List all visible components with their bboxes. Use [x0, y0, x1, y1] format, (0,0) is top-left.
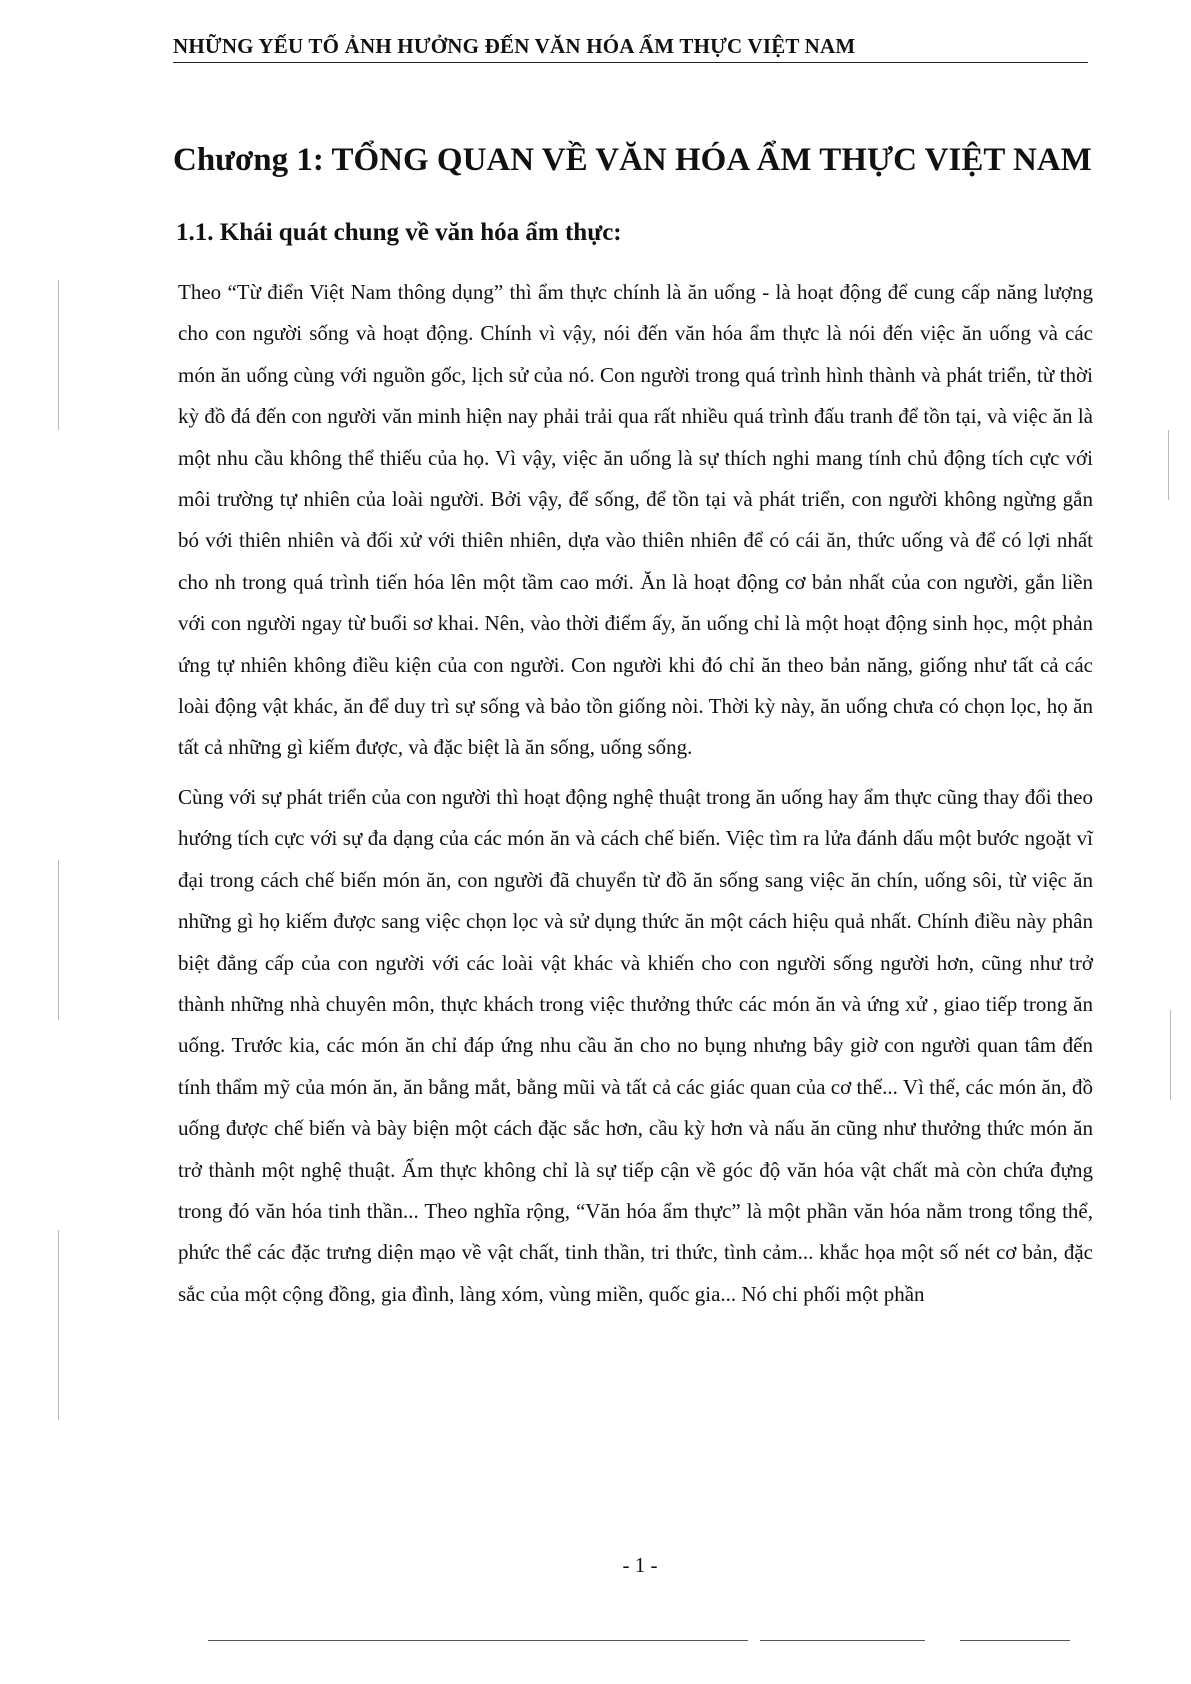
paragraph-1: Theo “Từ điển Việt Nam thông dụng” thì ẩm thực chính là ăn uống - là hoạt động để cung cấp năng lượng cho con người sống và hoạt động. Chính vì vậy, nói đến văn hóa ẩm thực là nói đến việc ăn uống và các món ăn uống cùng với nguồn gốc, lịch sử của nó. Con người trong quá trình hình thành và phát triển, từ thời kỳ đồ đá đến con người văn minh hiện nay phải trải qua rất nhiều quá trình đấu tranh để tồn tại, và việc ăn là một nhu cầu không thể thiếu của họ. Vì vậy, việc ăn uống là sự thích nghi mang tính chủ động tích cực với môi trường tự nhiên của loài người. Bởi vậy, để sống, để tồn tại và phát triển, con người không ngừng gắn bó với thiên nhiên và đối xử với thiên nhiên, dựa vào thiên nhiên để có cái ăn, thức uống và để có lợi nhất cho nh trong quá trình tiến hóa lên một tầm cao mới. Ăn là hoạt động cơ bản nhất của con người, gắn liền với con người ngay từ buổi sơ khai. Nên, vào thời điểm ấy, ăn uống chỉ là một hoạt động sinh học, một phản ứng tự nhiên không điều kiện của con người. Con người khi đó chỉ ăn theo bản năng, giống như tất cả các loài động vật khác, ăn để duy trì sự sống và bảo tồn giống nòi. Thời kỳ này, ăn uống chưa có chọn lọc, họ ăn tất cả những gì kiếm được, và đặc biệt là ăn sống, uống sống. — [178, 280, 1093, 760]
scan-margin-mark-left-1 — [58, 280, 59, 430]
footer-rule-middle — [760, 1640, 925, 1641]
scan-margin-mark-left-3 — [58, 1230, 59, 1420]
body-text — [178, 272, 1093, 1315]
chapter-title: Chương 1: TỔNG QUAN VỀ VĂN HÓA ẨM THỰC VIỆT NAM — [173, 142, 1092, 178]
scan-margin-mark-right-1 — [1168, 430, 1169, 500]
scan-margin-mark-left-2 — [58, 860, 59, 1020]
running-header: NHỮNG YẾU TỐ ẢNH HƯỞNG ĐẾN VĂN HÓA ẨM THỰC VIỆT NAM — [173, 34, 856, 58]
header-rule — [173, 62, 1088, 63]
page-number: - 1 - — [622, 1553, 658, 1577]
section-title: 1.1. Khái quát chung về văn hóa ẩm thực: — [176, 219, 622, 246]
footer-rule-right — [960, 1640, 1070, 1641]
scan-margin-mark-right-2 — [1170, 1010, 1171, 1100]
footer-rule-left — [208, 1640, 748, 1641]
paragraph-2: Cùng với sự phát triển của con người thì hoạt động nghệ thuật trong ăn uống hay ẩm thực cũng thay đổi theo hướng tích cực với sự đa dạng của các món ăn và cách chế biến. Việc tìm ra lửa đánh dấu một bước ngoặt vĩ đại trong cách chế biến món ăn, con người đã chuyển từ đồ ăn sống sang việc ăn chín, uống sôi, từ việc ăn những gì họ kiếm được sang việc chọn lọc và sử dụng thức ăn một cách hiệu quả nhất. Chính điều này phân biệt đẳng cấp của con người với các loài vật khác và khiến cho con người sống người hơn, cũng như trở thành những nhà chuyên môn, thực khách trong việc thưởng thức các món ăn và ứng xử , giao tiếp trong ăn uống. Trước kia, các món ăn chỉ đáp ứng nhu cầu ăn cho no bụng nhưng bây giờ con người quan tâm đến tính thẩm mỹ của món ăn, ăn bằng mắt, bằng mũi và tất cả các giác quan của cơ thể... Vì thế, các món ăn, đồ uống được chế biến và bày biện một cách đặc sắc hơn, cầu kỳ hơn và nấu ăn cũng như thưởng thức món ăn trở thành một nghệ thuật. Ẩm thực không chỉ là sự tiếp cận về góc độ văn hóa vật chất mà còn chứa đựng trong đó văn hóa tinh thần... Theo nghĩa rộng, “Văn hóa ẩm thực” là một phần văn hóa nằm trong tổng thể, phức thể các đặc trưng diện mạo về vật chất, tinh thần, tri thức, tình cảm... khắc họa một số nét cơ bản, đặc sắc của một cộng đồng, gia đình, làng xóm, vùng miền, quốc gia... Nó chi phối một phần — [178, 784, 1093, 1306]
